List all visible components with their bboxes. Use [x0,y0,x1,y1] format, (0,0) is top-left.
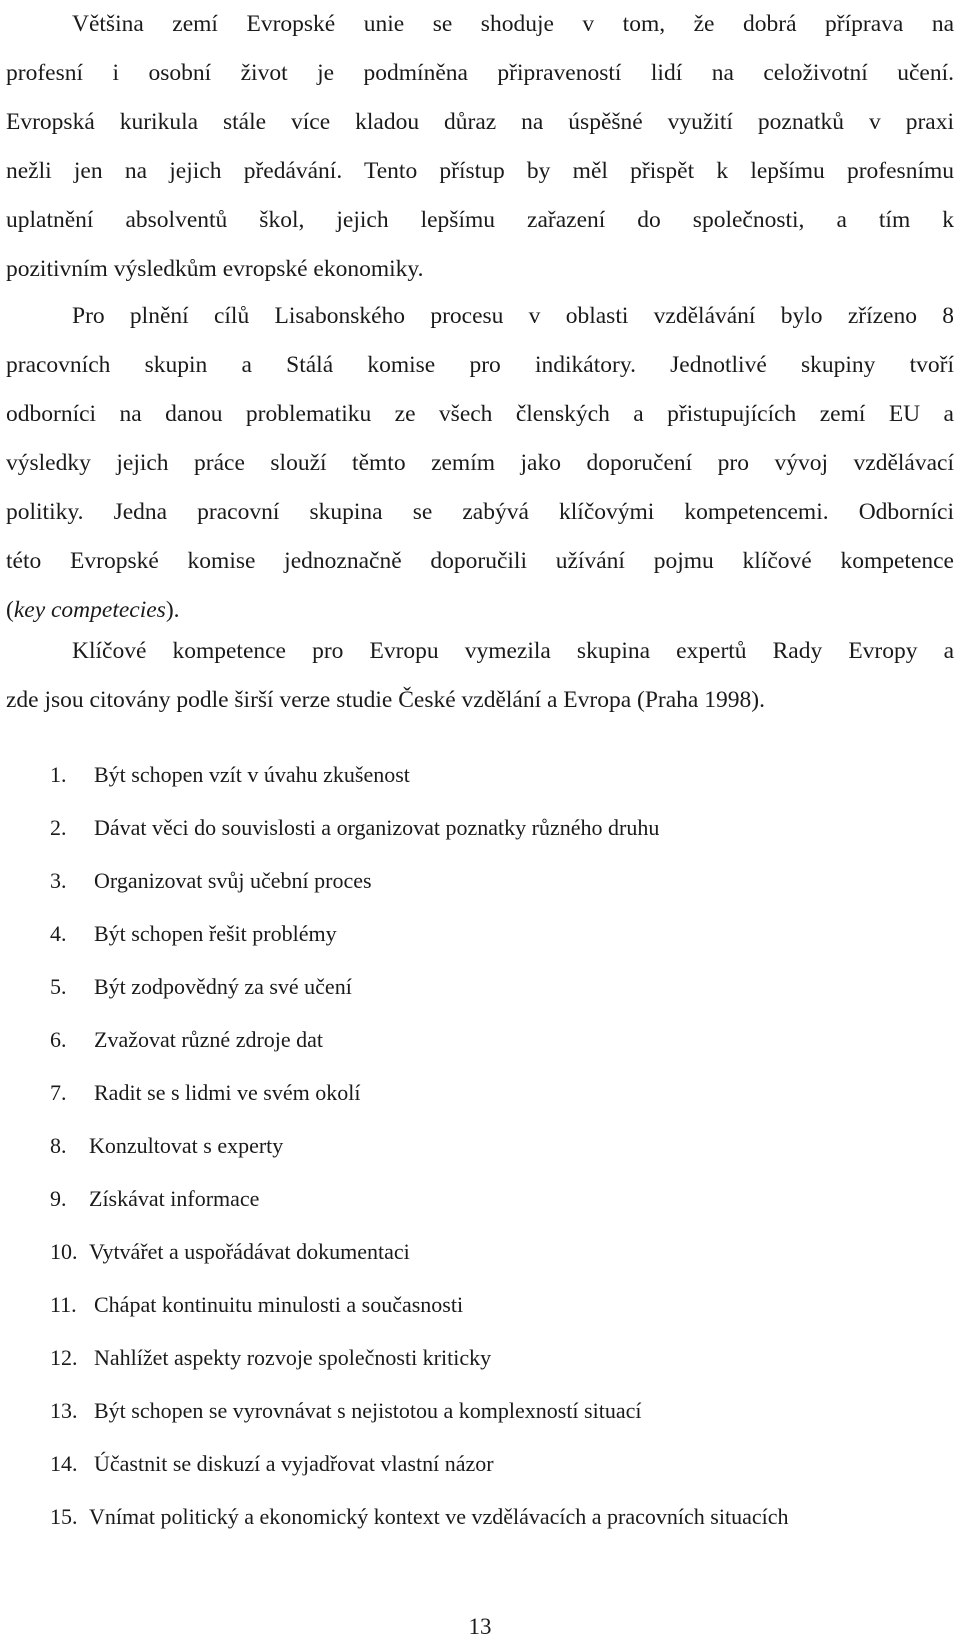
list-item [50,1027,788,1080]
list-item [50,1080,788,1133]
paragraph-lisbon-process [6,292,954,635]
list-item [50,1398,788,1451]
paragraph-line: pracovních skupin a Stálá komise pro indikátory. Jednotlivé skupiny tvoří [6,352,954,378]
list-item-text: Chápat kontinuitu minulosti a současnosti [94,1292,464,1317]
paragraph-line: výsledky jejich práce slouží těmto zemím jako doporučení pro vývoj vzdělávací [6,450,954,476]
competences-list [50,762,788,1557]
page-number: 13 [468,1614,492,1639]
list-item-text: Získávat informace [89,1186,260,1211]
close-paren: ). [165,597,180,623]
paragraph-line: politiky. Jedna pracovní skupina se zabývá klíčovými kompetencemi. Odborníci [6,499,954,525]
list-item-text: Být schopen řešit problémy [94,921,337,946]
list-item-number: 2. [50,815,67,840]
list-item [50,1186,788,1239]
list-item [50,1133,788,1186]
paragraph-key-competences [6,627,954,725]
paragraph-line: Většina zemí Evropské unie se shoduje v tom, že dobrá příprava na [72,11,954,37]
list-item-text: Být zodpovědný za své učení [94,974,352,999]
list-item [50,1451,788,1504]
paragraph-line: nežli jen na jejich předávání. Tento přístup by měl přispět k lepšímu profesnímu [6,158,954,184]
list-item-number: 11. [50,1292,77,1317]
list-item-text: Vytvářet a uspořádávat dokumentaci [89,1239,410,1264]
list-item [50,762,788,815]
list-item-number: 4. [50,921,67,946]
list-item-number: 7. [50,1080,67,1105]
list-item-text: Vnímat politický a ekonomický kontext ve vzdělávacích a pracovních situacích [89,1504,789,1529]
list-item-text: Konzultovat s experty [89,1133,284,1158]
list-item [50,815,788,868]
list-item-number: 1. [50,762,67,787]
list-item-text: Účastnit se diskuzí a vyjadřovat vlastní názor [94,1451,494,1476]
list-item-number: 8. [50,1133,67,1158]
paragraph-line: této Evropské komise jednoznačně doporučili užívání pojmu klíčové kompetence [6,548,954,574]
list-item [50,1292,788,1345]
list-item-number: 3. [50,868,67,893]
paragraph-line: Evropská kurikula stále více kladou důraz na úspěšné využití poznatků v praxi [6,109,954,135]
list-item-number: 13. [50,1398,78,1423]
list-item-number: 10. [50,1239,78,1264]
list-item-text: Nahlížet aspekty rozvoje společnosti kriticky [94,1345,492,1370]
list-item-number: 14. [50,1451,78,1476]
list-item [50,921,788,974]
list-item-number: 15. [50,1504,78,1529]
open-paren: ( [6,597,14,623]
list-item-number: 12. [50,1345,78,1370]
list-item [50,974,788,1027]
paragraph-line: Pro plnění cílů Lisabonského procesu v oblasti vzdělávání bylo zřízeno 8 [72,303,954,329]
paragraph-lifelong-learning [6,0,954,294]
list-item-number: 5. [50,974,67,999]
list-item-number: 6. [50,1027,67,1052]
paragraph-line: pozitivním výsledkům evropské ekonomiky. [6,256,424,282]
key-competencies-term: key competecies [13,597,166,623]
list-item-number: 9. [50,1186,67,1211]
paragraph-line: profesní i osobní život je podmíněna připraveností lidí na celoživotní učení. [6,60,954,86]
list-item-text: Dávat věci do souvislosti a organizovat poznatky různého druhu [94,815,660,840]
list-item [50,1239,788,1292]
list-item-text: Organizovat svůj učební proces [94,868,372,893]
list-item [50,1345,788,1398]
paragraph-line: Klíčové kompetence pro Evropu vymezila skupina expertů Rady Evropy a [72,638,954,664]
list-item [50,1504,788,1557]
paragraph-line: odborníci na danou problematiku ze všech členských a přistupujících zemí EU a [6,401,954,427]
list-item-text: Zvažovat různé zdroje dat [94,1027,324,1052]
list-item-text: Radit se s lidmi ve svém okolí [94,1080,361,1105]
list-item [50,868,788,921]
list-item-text: Být schopen se vyrovnávat s nejistotou a komplexností situací [94,1398,642,1423]
paragraph-line: zde jsou citovány podle širší verze studie České vzdělání a Evropa (Praha 1998). [6,687,765,713]
list-item-text: Být schopen vzít v úvahu zkušenost [94,762,410,787]
paragraph-line: uplatnění absolventů škol, jejich lepšímu zařazení do společnosti, a tím k [6,207,954,233]
